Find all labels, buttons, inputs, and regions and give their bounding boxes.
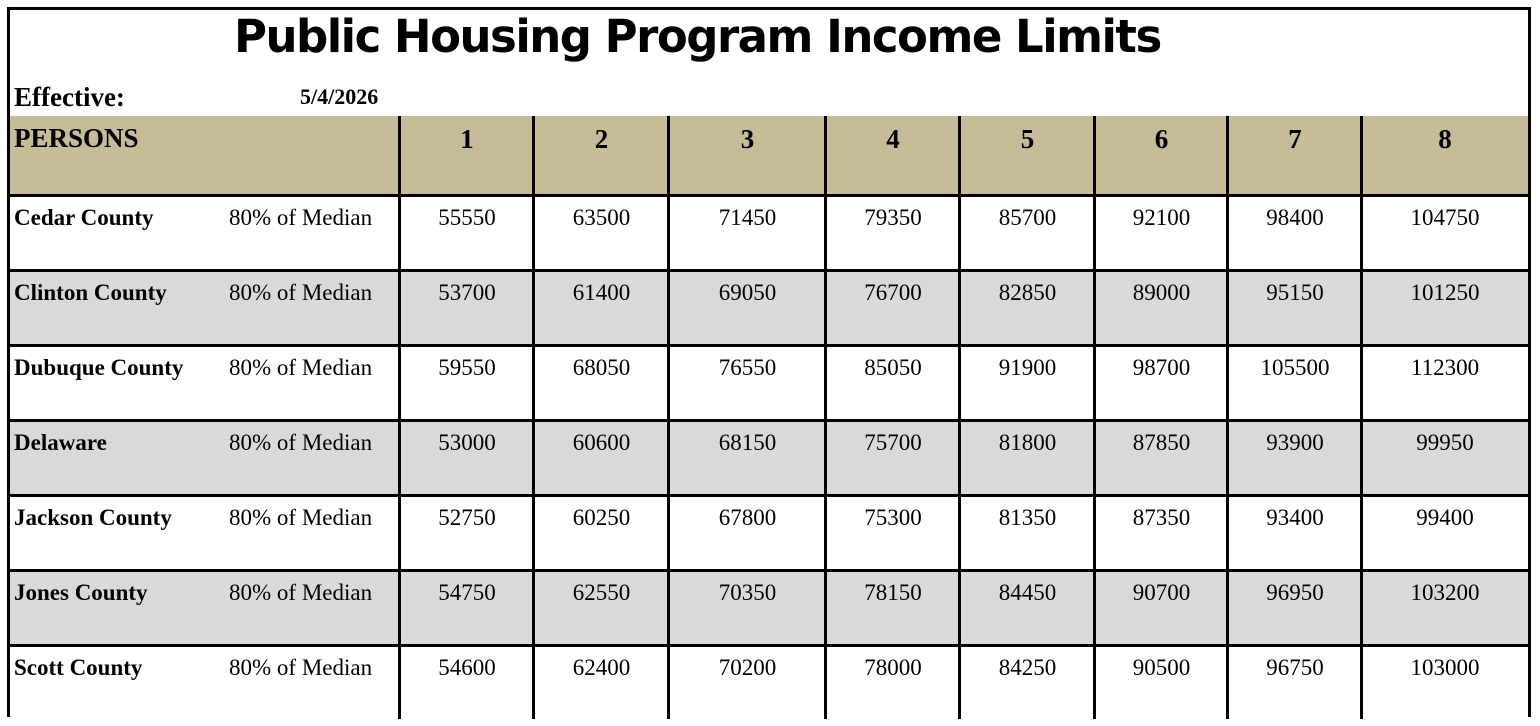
table-row	[10, 494, 1528, 569]
median-basis: 80% of Median	[229, 655, 373, 680]
income-limit-cell: 60600	[572, 430, 631, 455]
income-limit-cell: 99950	[1416, 430, 1474, 455]
income-limits-table	[10, 116, 1528, 716]
income-limit-cell: 61400	[572, 280, 631, 305]
median-basis: 80% of Median	[229, 205, 373, 230]
income-limit-cell: 78150	[864, 580, 922, 605]
persons-column-header: 4	[886, 124, 900, 154]
income-limit-cell: 87850	[1132, 430, 1191, 455]
persons-column-header: 6	[1154, 124, 1169, 154]
income-limit-cell: 52750	[438, 505, 496, 530]
income-limit-cell: 90700	[1132, 580, 1191, 605]
column-divider	[1093, 116, 1096, 719]
column-divider	[532, 116, 535, 719]
income-limit-cell: 76550	[718, 355, 777, 380]
income-limit-cell: 82850	[998, 280, 1057, 305]
table-row	[10, 419, 1528, 494]
table-row	[10, 644, 1528, 719]
income-limit-cell: 69050	[718, 280, 777, 305]
column-divider	[1360, 116, 1363, 719]
income-limit-cell: 104750	[1410, 205, 1480, 230]
median-basis: 80% of Median	[229, 430, 373, 455]
persons-column-header: 8	[1438, 124, 1452, 154]
table-row	[10, 344, 1528, 419]
income-limit-cell: 87350	[1132, 505, 1191, 530]
income-limit-cell: 90500	[1132, 655, 1191, 680]
income-limit-cell: 101250	[1410, 280, 1480, 305]
income-limit-cell: 85050	[864, 355, 922, 380]
income-limit-cell: 76700	[864, 280, 922, 305]
table-header-row	[10, 116, 1528, 194]
income-limit-cell: 81800	[998, 430, 1057, 455]
income-limit-cell: 62550	[572, 580, 631, 605]
income-limit-cell: 89000	[1132, 280, 1191, 305]
income-limit-cell: 68050	[572, 355, 631, 380]
income-limit-cell: 93900	[1266, 430, 1324, 455]
effective-label: Effective:	[14, 82, 125, 112]
persons-column-header: 2	[594, 124, 609, 154]
table-row	[10, 569, 1528, 644]
column-divider	[398, 116, 401, 719]
income-limit-cell: 60250	[572, 505, 631, 530]
income-limit-cell: 71450	[718, 205, 777, 230]
income-limit-cell: 75300	[864, 505, 922, 530]
page-title: Public Housing Program Income Limits	[234, 10, 1161, 63]
county-name: Jones County	[14, 580, 148, 605]
income-limit-cell: 53700	[438, 280, 496, 305]
median-basis: 80% of Median	[229, 580, 373, 605]
persons-column-header: 5	[1020, 124, 1035, 154]
effective-date: 5/4/2026	[300, 84, 379, 109]
county-name: Jackson County	[14, 505, 172, 530]
income-limit-cell: 81350	[998, 505, 1057, 530]
persons-header: PERSONS	[14, 123, 139, 153]
income-limit-cell: 99400	[1416, 505, 1474, 530]
income-limit-cell: 68150	[718, 430, 777, 455]
income-limit-cell: 98700	[1132, 355, 1191, 380]
income-limit-cell: 98400	[1266, 205, 1324, 230]
income-limit-cell: 63500	[572, 205, 631, 230]
income-limit-cell: 59550	[438, 355, 496, 380]
income-limit-cell: 79350	[864, 205, 922, 230]
median-basis: 80% of Median	[229, 505, 373, 530]
table-row	[10, 269, 1528, 344]
income-limit-cell: 53000	[438, 430, 496, 455]
income-limit-cell: 67800	[718, 505, 777, 530]
income-limit-cell: 84450	[998, 580, 1057, 605]
income-limit-cell: 84250	[998, 655, 1057, 680]
income-limit-cell: 103000	[1410, 655, 1480, 680]
county-name: Dubuque County	[14, 355, 184, 380]
column-divider	[824, 116, 827, 719]
income-limit-cell: 91900	[998, 355, 1057, 380]
income-limit-cell: 75700	[864, 430, 922, 455]
income-limit-cell: 93400	[1266, 505, 1324, 530]
column-divider	[667, 116, 670, 719]
income-limit-cell: 55550	[438, 205, 496, 230]
persons-column-header: 1	[460, 124, 474, 154]
median-basis: 80% of Median	[229, 355, 373, 380]
income-limit-cell: 105500	[1260, 355, 1330, 380]
table-row	[10, 194, 1528, 269]
income-limit-cell: 112300	[1410, 355, 1480, 380]
income-limit-cell: 54600	[438, 655, 496, 680]
persons-column-header: 7	[1288, 124, 1302, 154]
income-limit-cell: 70350	[718, 580, 777, 605]
income-limit-cell: 96750	[1266, 655, 1324, 680]
median-basis: 80% of Median	[229, 280, 373, 305]
income-limit-cell: 62400	[572, 655, 631, 680]
income-limit-cell: 54750	[438, 580, 496, 605]
income-limit-cell: 92100	[1132, 205, 1191, 230]
persons-column-header: 3	[740, 124, 755, 154]
column-divider	[958, 116, 961, 719]
county-name: Delaware	[14, 430, 107, 455]
income-limit-cell: 103200	[1410, 580, 1480, 605]
county-name: Cedar County	[14, 205, 154, 230]
county-name: Scott County	[14, 655, 143, 680]
county-name: Clinton County	[14, 280, 167, 305]
income-limit-cell: 85700	[998, 205, 1057, 230]
column-divider	[1226, 116, 1229, 719]
income-limit-cell: 70200	[718, 655, 777, 680]
income-limit-cell: 78000	[864, 655, 922, 680]
income-limit-cell: 96950	[1266, 580, 1324, 605]
income-limit-cell: 95150	[1266, 280, 1324, 305]
